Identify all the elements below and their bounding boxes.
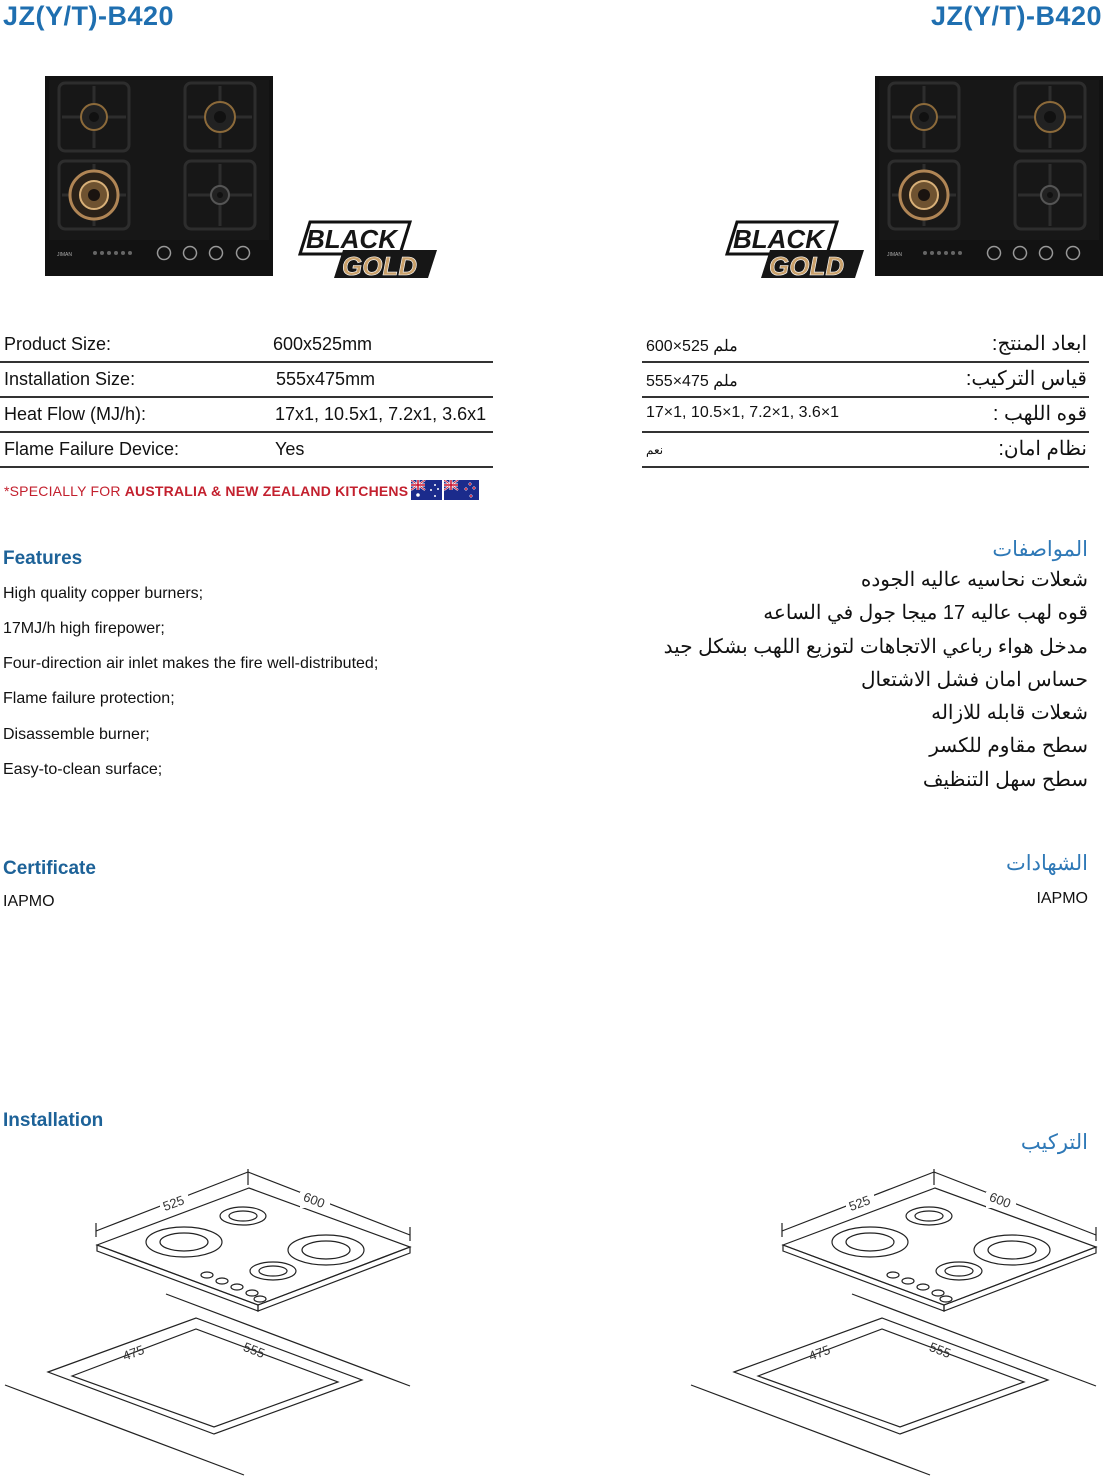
spec-value-ar: 17×1, 10.5×1, 7.2×1, 3.6×1 [646,404,840,421]
spec-row-ar-heat-flow [642,398,1089,433]
feature-item: High quality copper burners; [3,585,204,602]
certificate-title-ar: الشهادات [1005,852,1088,875]
certificate-value: IAPMO [3,893,55,910]
installation-diagram-right [686,1165,1105,1478]
black-gold-badge-right [725,218,867,282]
feature-item-ar: سطح مقاوم للكسر [929,735,1088,757]
australia-flag-icon [411,480,442,500]
feature-item: 17MJ/h high firepower; [3,620,165,637]
feature-item: Flame failure protection; [3,690,175,707]
svg-text:475: 475 [120,1342,147,1364]
spec-label: Installation Size: [4,369,136,389]
installation-title: Installation [3,1110,104,1131]
spec-row-heat-flow [0,398,493,433]
svg-text:555: 555 [241,1339,267,1362]
certificate-value-ar: IAPMO [1036,890,1088,907]
spec-value: 17x1, 10.5x1, 7.2x1, 3.6x1 [275,404,487,424]
spec-label-ar: ابعاد المنتج: [991,333,1087,355]
svg-text:GOLD: GOLD [342,251,418,281]
feature-item-ar: مدخل هواء رباعي الاتجاهات لتوزيع اللهب بشكل جيد [663,636,1088,658]
spec-value-ar: 600×525 ملم [646,338,738,355]
spec-row-installation-size [0,363,493,398]
svg-text:BLACK: BLACK [733,224,824,254]
feature-item-ar: شعلات قابله للازاله [931,702,1088,724]
spec-value: 555x475mm [276,369,376,389]
svg-text:525: 525 [160,1192,187,1214]
region-note: *SPECIALLY FOR AUSTRALIA & NEW ZEALAND KITCHENS [4,483,409,499]
spec-value: 600x525mm [273,334,373,354]
feature-item-ar: شعلات نحاسيه عاليه الجوده [860,569,1088,591]
spec-value-ar: 555×475 ملم [646,373,738,390]
hob-image-left [45,76,273,276]
feature-item-ar: حساس امان فشل الاشتعال [860,669,1088,691]
feature-item-ar: سطح سهل التنظيف [922,769,1088,791]
new-zealand-flag-icon [444,480,479,500]
spec-label-ar: قياس التركيب: [965,368,1087,390]
svg-text:600: 600 [987,1189,1013,1212]
svg-text:JIMAN: JIMAN [57,252,72,258]
installation-diagram-left [0,1165,420,1478]
svg-text:JIMAN: JIMAN [887,252,902,258]
spec-value: Yes [275,439,305,459]
features-title: Features [3,548,83,569]
spec-label: Flame Failure Device: [4,439,180,459]
hob-image-right [875,76,1103,276]
spec-row-ar-product-size [642,328,1089,363]
features-title-ar: المواصفات [992,538,1088,561]
svg-text:GOLD: GOLD [769,251,845,281]
spec-row-product-size [0,328,493,363]
svg-text:525: 525 [846,1192,873,1214]
feature-item: Easy-to-clean surface; [3,761,163,778]
model-title-left: JZ(Y/T)-B420 [3,1,175,31]
black-gold-badge-left [298,218,440,282]
spec-value-ar: نعم [646,443,664,457]
installation-title-ar: التركيب [1020,1131,1088,1154]
svg-text:600: 600 [301,1189,327,1212]
feature-item-ar: قوه لهب عاليه 17 ميجا جول في الساعه [763,602,1088,624]
spec-label: Product Size: [4,334,112,354]
spec-label-ar: قوه اللهب : [992,403,1087,425]
spec-row-ar-installation-size [642,363,1089,398]
spec-label-ar: نظام امان: [998,438,1087,460]
spec-row-ar-flame-failure [642,433,1089,468]
svg-text:BLACK: BLACK [306,224,397,254]
spec-row-flame-failure [0,433,493,468]
model-title-right: JZ(Y/T)-B420 [930,1,1102,31]
feature-item: Disassemble burner; [3,726,150,743]
spec-label: Heat Flow (MJ/h): [4,404,147,424]
certificate-title: Certificate [3,858,96,879]
svg-text:555: 555 [927,1339,953,1362]
feature-item: Four-direction air inlet makes the fire well-distributed; [3,655,379,672]
svg-text:475: 475 [806,1342,833,1364]
